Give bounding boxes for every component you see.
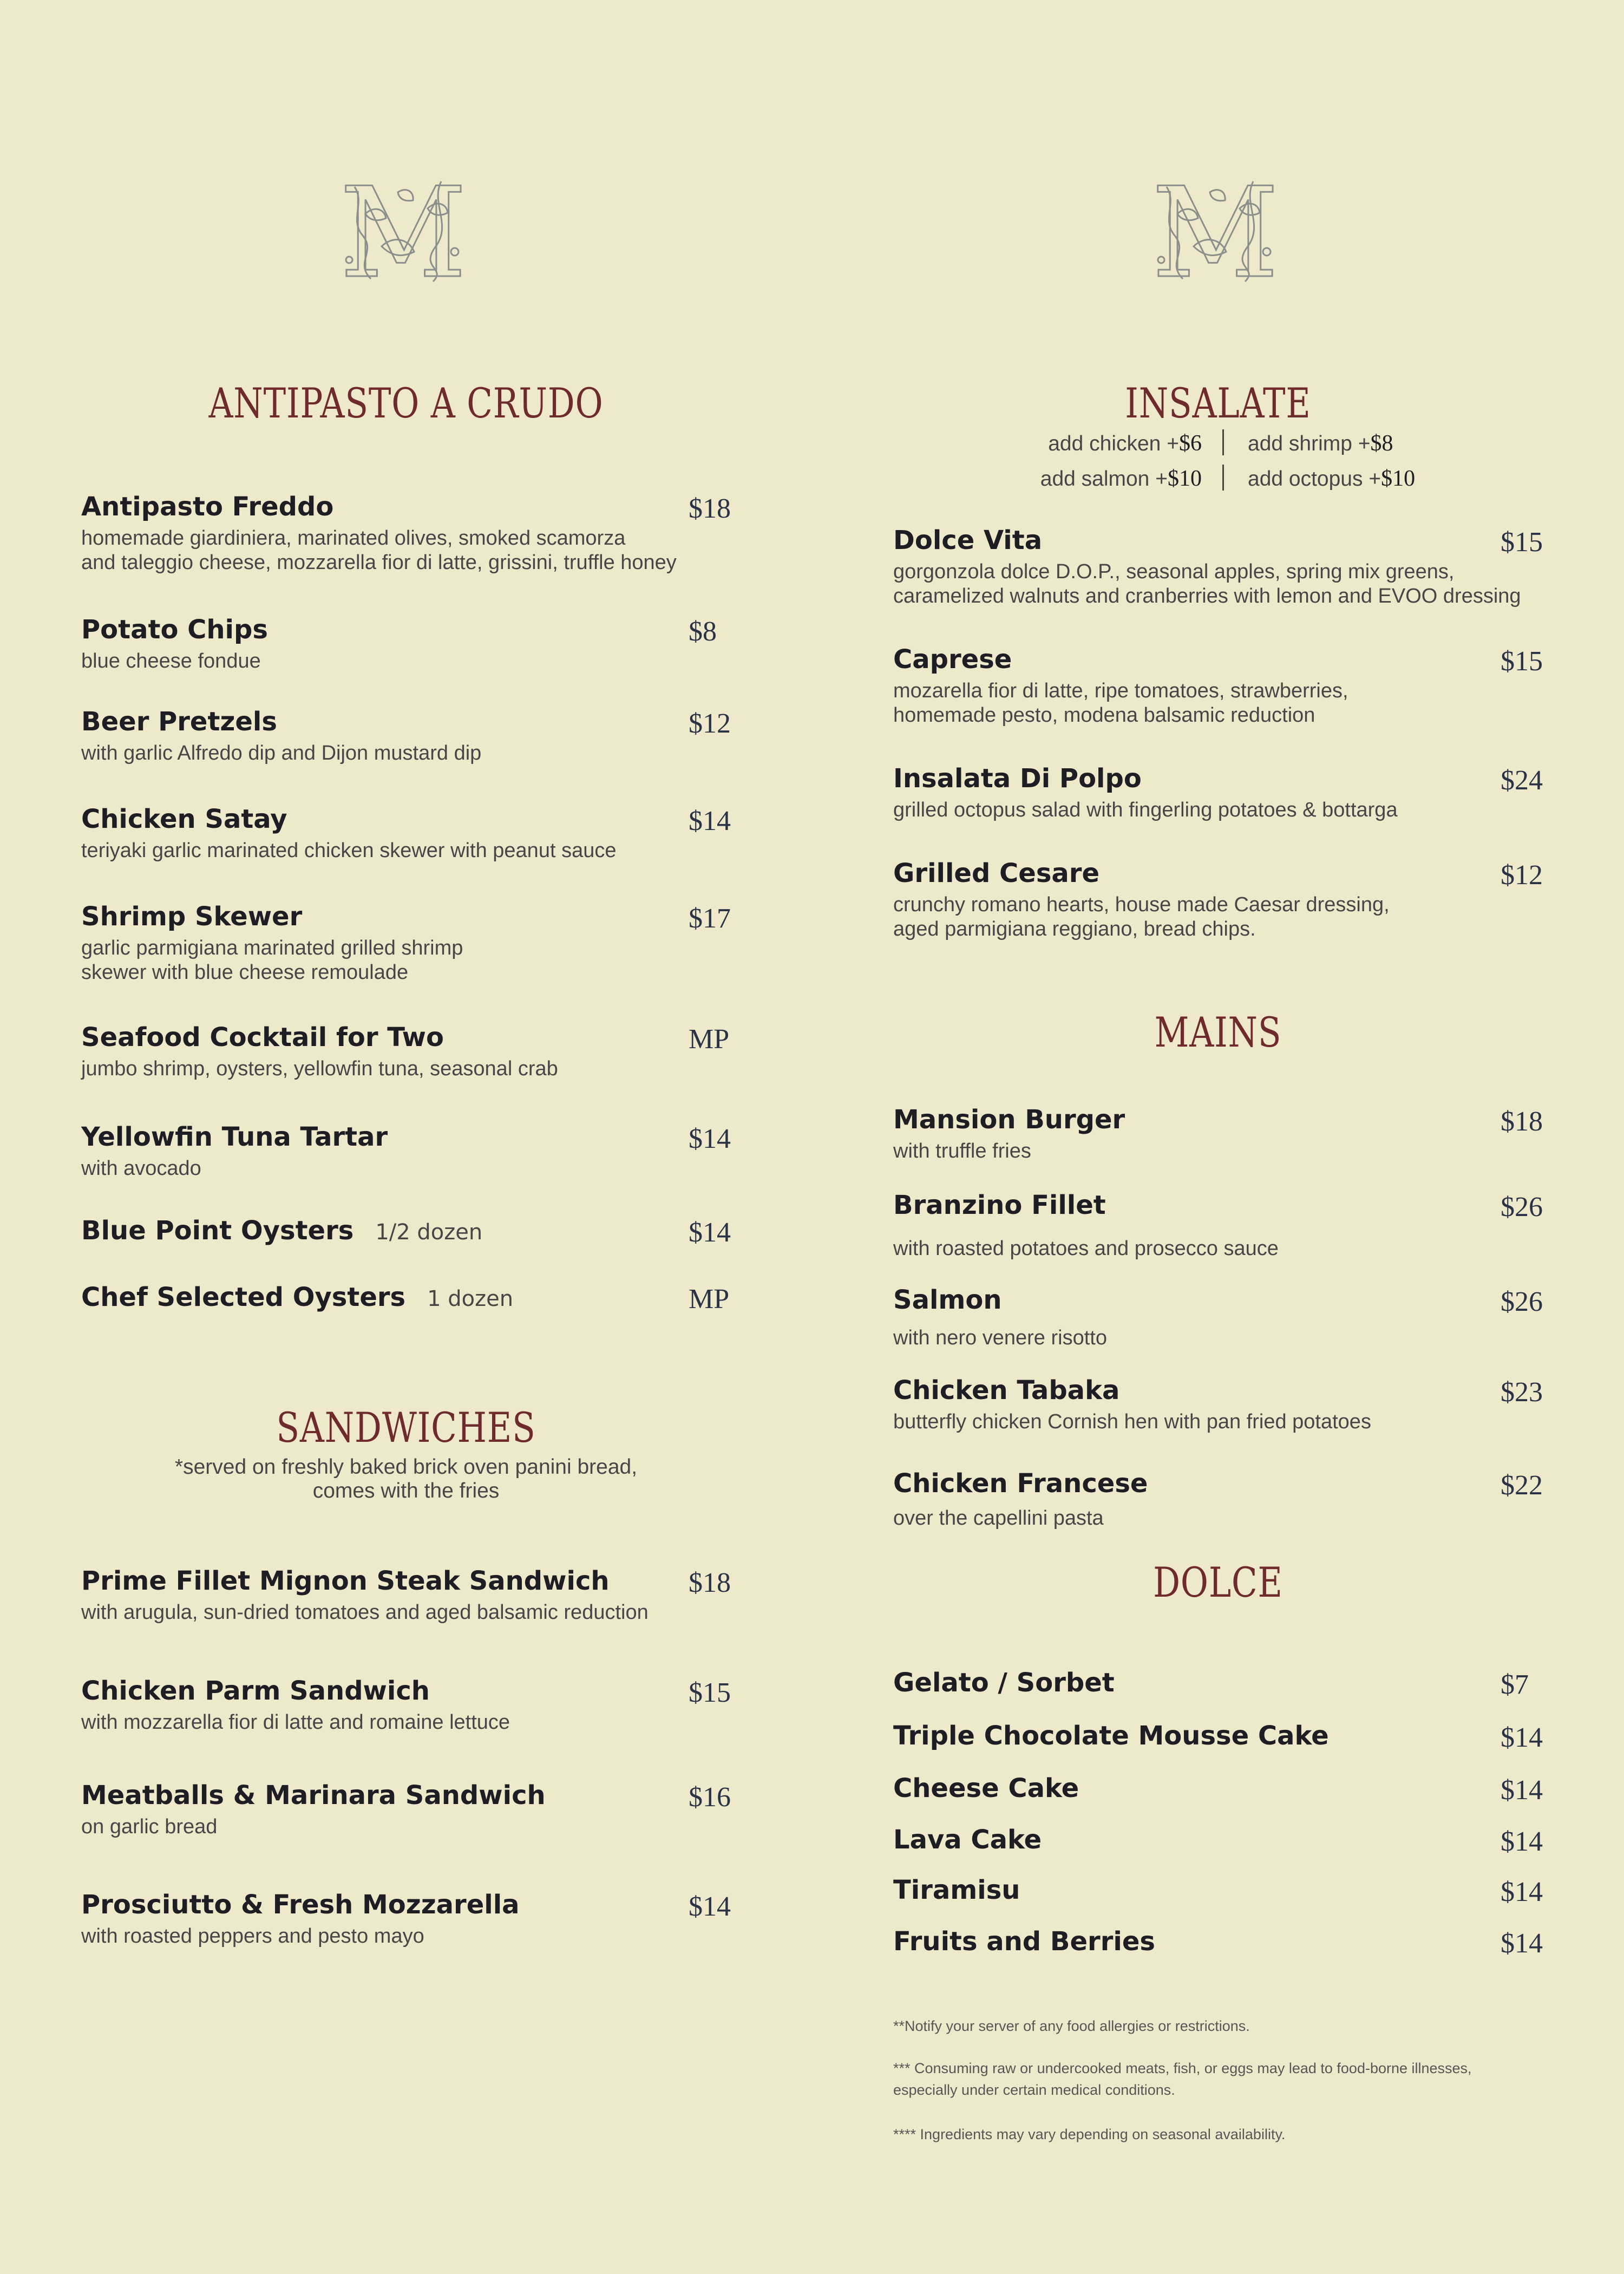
item-name: Blue Point Oysters 1/2 dozen: [81, 1216, 483, 1246]
menu-item: [893, 1105, 1543, 1164]
item-price: $23: [1501, 1377, 1543, 1408]
item-name: Lava Cake: [893, 1825, 1042, 1855]
item-name: Fruits and Berries: [893, 1926, 1155, 1957]
section-subtitle: *served on freshly baked brick oven panini bread, comes with the fries: [174, 1455, 638, 1502]
addon-option: add chicken +$6: [1048, 431, 1202, 456]
item-description: butterfly chicken Cornish hen with pan fried potatoes: [893, 1410, 1371, 1433]
section-title-antipasto: ANTIPASTO A CRUDO: [208, 379, 604, 427]
item-price: $14: [1501, 1877, 1543, 1907]
item-price: $14: [689, 1891, 731, 1922]
menu-item: [893, 1190, 1543, 1261]
item-name: Seafood Cocktail for Two: [81, 1022, 444, 1053]
menu-item: [893, 858, 1543, 942]
divider: [1222, 429, 1224, 455]
menu-item: [81, 615, 731, 674]
menu-item: [893, 1668, 1543, 1698]
item-description: with truffle fries: [893, 1140, 1031, 1162]
divider: [1222, 465, 1224, 491]
menu-item: [81, 1282, 731, 1314]
item-name: Tiramisu: [893, 1875, 1020, 1905]
item-name: Gelato / Sorbet: [893, 1668, 1115, 1698]
addon-option: add salmon +$10: [1040, 466, 1202, 491]
item-description: blue cheese fondue: [81, 650, 261, 672]
floral-monogram-m-icon: [1145, 171, 1286, 287]
item-description: with roasted peppers and pesto mayo: [81, 1925, 424, 1948]
item-name: Meatballs & Marinara Sandwich: [81, 1780, 546, 1811]
menu-item: [81, 1566, 731, 1625]
menu-item: [81, 1780, 731, 1839]
item-price: $26: [1501, 1286, 1543, 1317]
menu-item: [893, 644, 1543, 728]
item-price: $24: [1501, 765, 1543, 796]
item-name: Branzino Fillet: [893, 1190, 1106, 1220]
item-name: Mansion Burger: [893, 1105, 1125, 1135]
item-description: with nero venere risotto: [893, 1327, 1107, 1349]
item-price: $17: [689, 903, 731, 934]
item-name: Potato Chips: [81, 615, 268, 645]
item-description: crunchy romano hearts, house made Caesar dressing, aged parmigiana reggiano, bread chips.: [893, 893, 1390, 940]
item-price: $15: [689, 1677, 731, 1708]
item-price: $14: [689, 806, 731, 837]
item-description: on garlic bread: [81, 1815, 218, 1838]
menu-item: [81, 707, 731, 766]
menu-item: [893, 1926, 1543, 1957]
addon-option: add octopus +$10: [1248, 466, 1416, 491]
item-name: Chicken Parm Sandwich: [81, 1676, 430, 1706]
item-price: $22: [1501, 1470, 1543, 1501]
item-price: $14: [1501, 1928, 1543, 1959]
allergy-note: **Notify your server of any food allergies or restrictions.: [893, 2018, 1250, 2034]
item-description: with garlic Alfredo dip and Dijon mustard dip: [81, 742, 482, 764]
item-name: Antipasto Freddo: [81, 492, 334, 522]
item-description: with arugula, sun-dried tomatoes and aged balsamic reduction: [81, 1601, 649, 1624]
item-price: $15: [1501, 527, 1543, 558]
item-name: Grilled Cesare: [893, 858, 1100, 888]
item-price: $12: [689, 708, 731, 739]
item-name: Prime Fillet Mignon Steak Sandwich: [81, 1566, 610, 1596]
menu-item: [893, 1285, 1543, 1350]
item-description: homemade giardiniera, marinated olives, smoked scamorza and taleggio cheese, mozzarella fior di latte, grissini, truffle honey: [81, 527, 677, 574]
menu-item: [893, 1468, 1543, 1531]
menu-item: [81, 804, 731, 863]
seasonal-note: **** Ingredients may vary depending on seasonal availability.: [893, 2126, 1286, 2142]
item-price: $14: [1501, 1775, 1543, 1806]
item-name: Chef Selected Oysters 1 dozen: [81, 1282, 514, 1312]
section-title-sandwiches: SANDWICHES: [276, 1403, 536, 1452]
item-name: Salmon: [893, 1285, 1002, 1315]
item-quantity: 1/2 dozen: [375, 1220, 483, 1245]
menu-item: [893, 1721, 1543, 1751]
item-description: with avocado: [81, 1157, 201, 1180]
item-price: $8: [689, 616, 717, 647]
item-name: Chicken Francese: [893, 1468, 1148, 1499]
item-name: Triple Chocolate Mousse Cake: [893, 1721, 1329, 1751]
addon-option: add shrimp +$8: [1248, 431, 1393, 456]
item-price: $26: [1501, 1192, 1543, 1223]
section-title-dolce: DOLCE: [1153, 1558, 1283, 1606]
menu-item: [893, 1375, 1543, 1434]
item-price: MP: [689, 1284, 730, 1315]
section-title-insalate: INSALATE: [1125, 379, 1311, 427]
item-price: $14: [1501, 1826, 1543, 1857]
item-description: grilled octopus salad with fingerling potatoes & bottarga: [893, 799, 1398, 821]
raw-food-note: *** Consuming raw or undercooked meats, fish, or eggs may lead to food-borne illnesses, especially under certain medical conditions.: [893, 2060, 1472, 2098]
item-description: with roasted potatoes and prosecco sauce: [893, 1237, 1279, 1260]
item-description: with mozzarella fior di latte and romaine lettuce: [81, 1711, 510, 1734]
section-title-mains: MAINS: [1154, 1008, 1282, 1056]
item-name: Insalata Di Polpo: [893, 763, 1142, 794]
item-price: $18: [689, 493, 731, 524]
menu-item: [81, 1676, 731, 1735]
menu-item: [893, 1773, 1543, 1806]
addon-row: [893, 430, 1543, 458]
menu-item: [81, 1122, 731, 1181]
menu-item: [893, 525, 1543, 609]
addon-row: [893, 466, 1543, 493]
item-description: teriyaki garlic marinated chicken skewer with peanut sauce: [81, 839, 617, 862]
item-price: $14: [1501, 1722, 1543, 1753]
item-price: $14: [689, 1123, 731, 1154]
item-name: Dolce Vita: [893, 525, 1043, 556]
item-price: $18: [1501, 1106, 1543, 1137]
item-price: $7: [1501, 1669, 1529, 1700]
item-price: $12: [1501, 860, 1543, 891]
item-price: MP: [689, 1024, 730, 1055]
menu-item: [893, 1825, 1543, 1855]
menu-item: [81, 1216, 731, 1247]
menu-item: [81, 1890, 731, 1949]
item-description: jumbo shrimp, oysters, yellowfin tuna, seasonal crab: [81, 1057, 558, 1080]
item-name: Beer Pretzels: [81, 707, 277, 737]
menu-item: [81, 901, 731, 985]
item-description: over the capellini pasta: [893, 1507, 1104, 1530]
item-price: $16: [689, 1782, 731, 1813]
item-quantity: 1 dozen: [427, 1286, 514, 1311]
item-price: $14: [689, 1217, 731, 1248]
item-description: mozarella fior di latte, ripe tomatoes, strawberries, homemade pesto, modena balsamic reduction: [893, 679, 1348, 727]
item-name: Chicken Satay: [81, 804, 287, 834]
item-description: gorgonzola dolce D.O.P., seasonal apples, spring mix greens, caramelized walnuts and cranberries with lemon and EVOO dressing: [893, 560, 1521, 607]
item-price: $15: [1501, 646, 1543, 677]
item-name: Caprese: [893, 644, 1012, 675]
menu-item: [81, 1022, 731, 1081]
floral-monogram-m-icon: [333, 171, 474, 287]
item-name: Cheese Cake: [893, 1773, 1079, 1803]
item-description: garlic parmigiana marinated grilled shrimp skewer with blue cheese remoulade: [81, 937, 463, 984]
item-price: $18: [689, 1567, 731, 1598]
menu-item: [893, 763, 1543, 822]
item-name: Prosciutto & Fresh Mozzarella: [81, 1890, 520, 1920]
item-name: Yellowfin Tuna Tartar: [81, 1122, 388, 1152]
menu-item: [81, 492, 731, 575]
item-name: Chicken Tabaka: [893, 1375, 1120, 1406]
menu-item: [893, 1875, 1543, 1905]
item-name: Shrimp Skewer: [81, 901, 303, 932]
